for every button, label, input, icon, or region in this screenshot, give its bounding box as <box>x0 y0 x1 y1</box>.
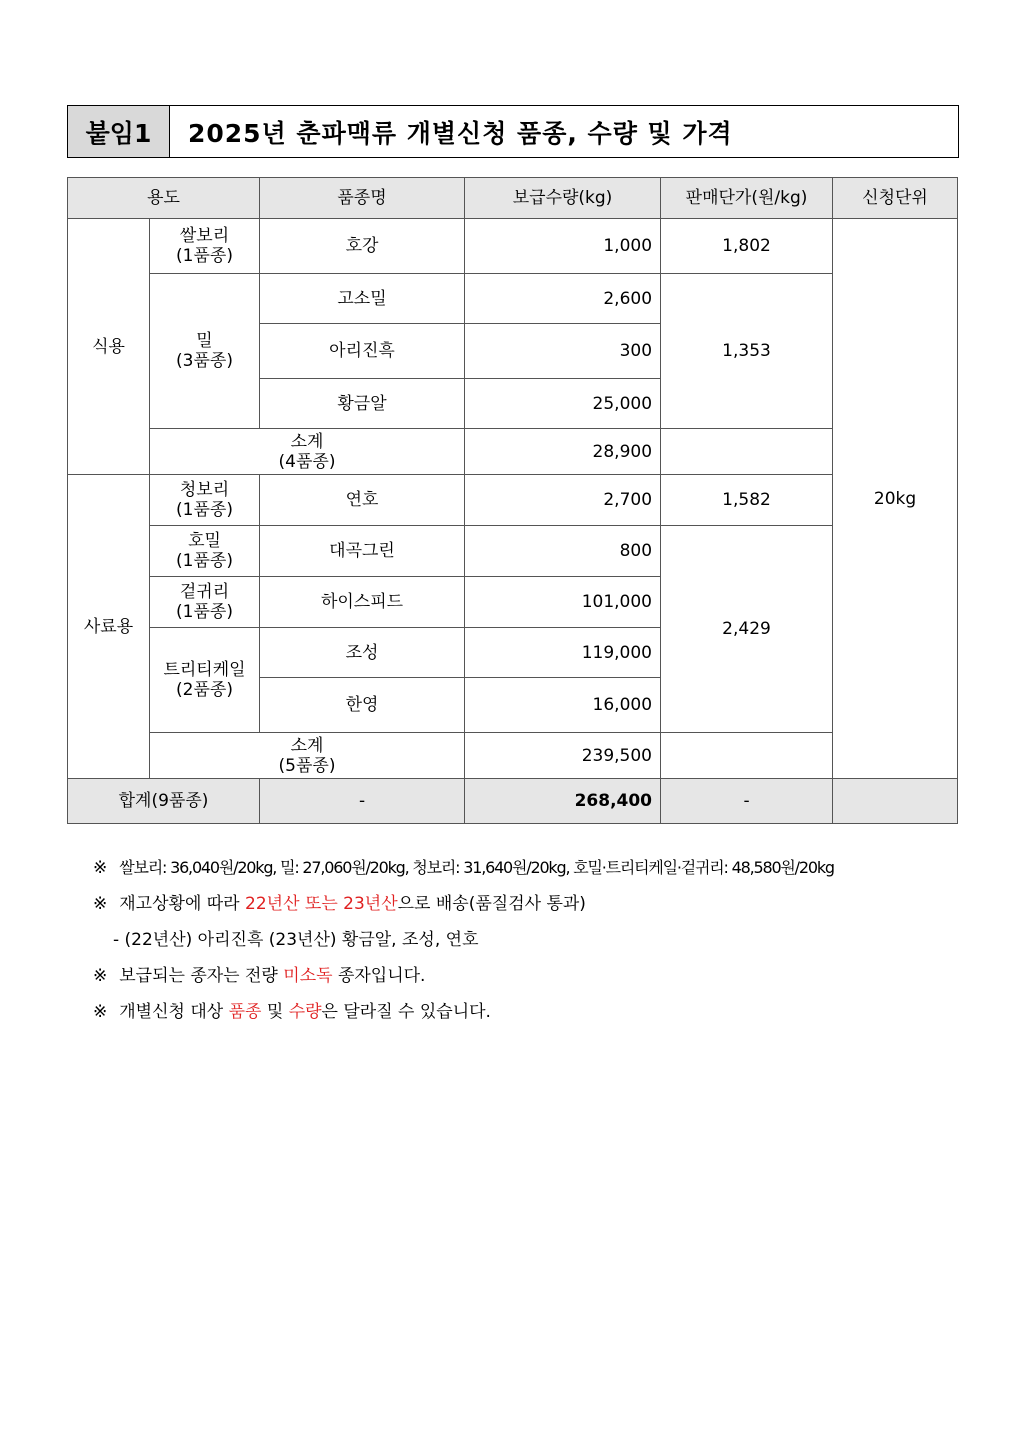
table-row <box>68 219 958 274</box>
variety-cell: 하이스피드 <box>260 577 465 628</box>
qty-cell: 101,000 <box>465 577 661 628</box>
subtotal-label <box>150 733 465 779</box>
note-text: 재고상황에 따라 <box>119 894 246 914</box>
qty-cell: 800 <box>465 526 661 577</box>
group-name: 쌀보리 <box>179 226 230 246</box>
table-row <box>68 274 958 324</box>
note-harvest-years: - (22년산) 아리진흑 (23년산) 황금알, 조성, 연호 <box>113 930 479 950</box>
header-row <box>68 178 958 219</box>
subtotal-label <box>150 429 465 475</box>
group-cell <box>150 577 260 628</box>
group-cell <box>150 526 260 577</box>
note-highlight: 품종 <box>228 1002 262 1022</box>
note-untreated <box>93 958 834 994</box>
group-name: 밀 <box>196 331 213 351</box>
group-cell <box>150 475 260 526</box>
subtotal-count: (5품종) <box>278 755 336 776</box>
total-unit <box>833 779 958 824</box>
qty-cell: 239,500 <box>465 733 661 779</box>
group-cell <box>150 274 260 429</box>
variety-cell: 대곡그린 <box>260 526 465 577</box>
total-price: - <box>661 779 833 824</box>
qty-cell: 119,000 <box>465 628 661 678</box>
group-cell <box>150 219 260 274</box>
note-text: 종자입니다. <box>332 966 426 986</box>
seed-table <box>67 177 958 824</box>
group-name: 겉귀리 <box>179 582 230 602</box>
group-name: 호밀 <box>188 531 221 551</box>
unit-cell: 20kg <box>833 219 958 779</box>
reference-mark: ※ <box>93 858 108 878</box>
subtotal-row <box>68 429 958 475</box>
qty-cell: 2,600 <box>465 274 661 324</box>
note-text: 쌀보리: 36,040원/20kg, 밀: 27,060원/20kg, 청보리: 31,640원/20kg, 호밀·트리티케일·겉귀리: 48,580원/20kg <box>119 858 834 877</box>
note-text: 개별신청 대상 <box>119 1002 229 1022</box>
price-cell: 2,429 <box>661 526 833 733</box>
note-highlight: 미소독 <box>283 966 333 986</box>
price-cell <box>661 429 833 475</box>
header-variety: 품종명 <box>260 178 465 219</box>
variety-cell: 연호 <box>260 475 465 526</box>
note-text: 은 달라질 수 있습니다. <box>321 1002 491 1022</box>
note-text: 으로 배송(품질검사 통과) <box>397 894 586 914</box>
subtotal-name: 소계 <box>290 431 324 452</box>
price-cell <box>661 733 833 779</box>
usage-food: 식용 <box>68 219 150 475</box>
qty-cell: 300 <box>465 324 661 379</box>
note-subject-to-change <box>93 994 834 1030</box>
header-usage: 용도 <box>68 178 260 219</box>
qty-cell: 28,900 <box>465 429 661 475</box>
group-count: (1품종) <box>176 500 233 520</box>
note-highlight: 22년산 또는 23년산 <box>245 894 398 914</box>
reference-mark: ※ <box>93 1002 108 1022</box>
group-count: (1품종) <box>176 602 233 622</box>
group-count: (1품종) <box>176 551 233 571</box>
subtotal-count: (4품종) <box>278 451 336 472</box>
group-cell <box>150 628 260 733</box>
total-row <box>68 779 958 824</box>
note-text: 및 <box>261 1002 289 1022</box>
total-label: 합계(9품종) <box>68 779 260 824</box>
table-row <box>68 526 958 577</box>
variety-cell: 황금알 <box>260 379 465 429</box>
reference-mark: ※ <box>93 966 108 986</box>
variety-cell: 호강 <box>260 219 465 274</box>
qty-cell: 1,000 <box>465 219 661 274</box>
title-box <box>67 105 959 158</box>
note-highlight: 수량 <box>288 1002 322 1022</box>
attachment-tag: 붙임1 <box>68 106 170 157</box>
qty-cell: 2,700 <box>465 475 661 526</box>
group-name: 트리티케일 <box>163 660 246 680</box>
table-row <box>68 475 958 526</box>
total-qty: 268,400 <box>465 779 661 824</box>
note-delivery <box>93 886 834 922</box>
price-cell: 1,802 <box>661 219 833 274</box>
variety-cell: 아리진흑 <box>260 324 465 379</box>
header-quantity: 보급수량(kg) <box>465 178 661 219</box>
usage-feed: 사료용 <box>68 475 150 779</box>
reference-mark: ※ <box>93 894 108 914</box>
header-price: 판매단가(원/kg) <box>661 178 833 219</box>
note-prices <box>93 850 834 886</box>
variety-cell: 고소밀 <box>260 274 465 324</box>
price-cell: 1,353 <box>661 274 833 429</box>
variety-cell: 한영 <box>260 678 465 733</box>
note-text: 보급되는 종자는 전량 <box>119 966 284 986</box>
qty-cell: 16,000 <box>465 678 661 733</box>
header-unit: 신청단위 <box>833 178 958 219</box>
group-count: (2품종) <box>176 680 233 700</box>
subtotal-row <box>68 733 958 779</box>
group-count: (3품종) <box>176 351 233 371</box>
subtotal-name: 소계 <box>290 735 324 756</box>
variety-cell: 조성 <box>260 628 465 678</box>
group-count: (1품종) <box>176 246 233 266</box>
group-name: 청보리 <box>179 480 230 500</box>
total-variety: - <box>260 779 465 824</box>
document-title: 2025년 춘파맥류 개별신청 품종, 수량 및 가격 <box>188 118 733 148</box>
notes <box>93 850 834 1030</box>
qty-cell: 25,000 <box>465 379 661 429</box>
price-cell: 1,582 <box>661 475 833 526</box>
